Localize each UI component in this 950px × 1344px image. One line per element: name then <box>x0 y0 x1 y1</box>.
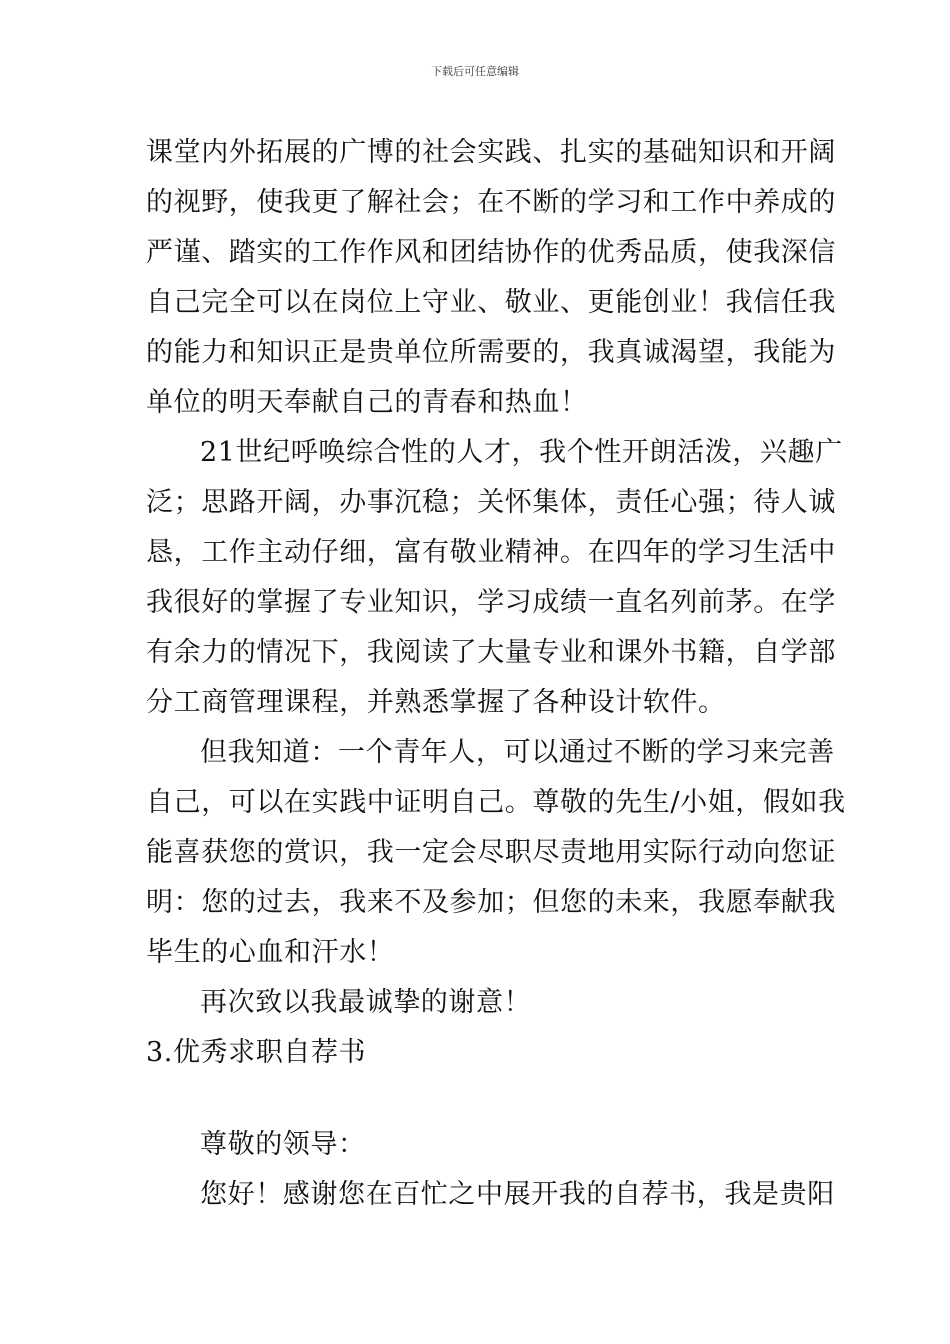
text-line: 能喜获您的赏识，我一定会尽职尽责地用实际行动向您证 <box>146 837 836 868</box>
text-line: 自己，可以在实践中证明自己。尊敬的先生/小姐，假如我 <box>146 787 846 818</box>
text-line: 的能力和知识正是贵单位所需要的，我真诚渴望，我能为 <box>146 337 836 368</box>
text-line: 泛；思路开阔，办事沉稳；关怀集体，责任心强；待人诚 <box>146 487 836 518</box>
text-line: 分工商管理课程，并熟悉掌握了各种设计软件。 <box>146 687 726 718</box>
paragraph-2 <box>146 428 843 728</box>
heading-text: 3.优秀求职自荐书 <box>146 1037 367 1068</box>
text-line: 恳，工作主动仔细，富有敬业精神。在四年的学习生活中 <box>146 537 836 568</box>
text-line: 明：您的过去，我来不及参加；但您的未来，我愿奉献我 <box>146 887 836 918</box>
paragraph-3 <box>146 728 846 978</box>
section-heading <box>146 1028 810 1078</box>
salutation-text: 尊敬的领导： <box>200 1129 366 1160</box>
page-header: 下载后可任意编辑 <box>431 65 519 78</box>
document-body <box>146 128 846 1220</box>
text-line: 课堂内外拓展的广博的社会实践、扎实的基础知识和开阔 <box>146 137 836 168</box>
text-line: 单位的明天奉献自己的青春和热血！ <box>146 387 588 418</box>
paragraph-1 <box>146 128 836 428</box>
text-line: 有余力的情况下，我阅读了大量专业和课外书籍，自学部 <box>146 637 836 668</box>
text-line: 的视野，使我更了解社会；在不断的学习和工作中养成的 <box>146 187 836 218</box>
blank-gap <box>146 1078 810 1120</box>
text-line: 自己完全可以在岗位上守业、敬业、更能创业！我信任我 <box>146 287 836 318</box>
paragraph-5 <box>146 1170 835 1220</box>
text-line: 我很好的掌握了专业知识，学习成绩一直名列前茅。在学 <box>146 587 836 618</box>
text-line: 再次致以我最诚挚的谢意！ <box>200 987 532 1018</box>
salutation <box>146 1120 810 1170</box>
text-line: 毕生的心血和汗水！ <box>146 937 395 968</box>
paragraph-4 <box>146 978 810 1028</box>
text-line: 严谨、踏实的工作作风和团结协作的优秀品质，使我深信 <box>146 237 836 268</box>
text-line: 21世纪呼唤综合性的人才，我个性开朗活泼，兴趣广 <box>200 437 843 468</box>
text-line: 但我知道：一个青年人，可以通过不断的学习来完善 <box>200 737 835 768</box>
text-line: 您好！感谢您在百忙之中展开我的自荐书，我是贵阳 <box>200 1179 835 1210</box>
